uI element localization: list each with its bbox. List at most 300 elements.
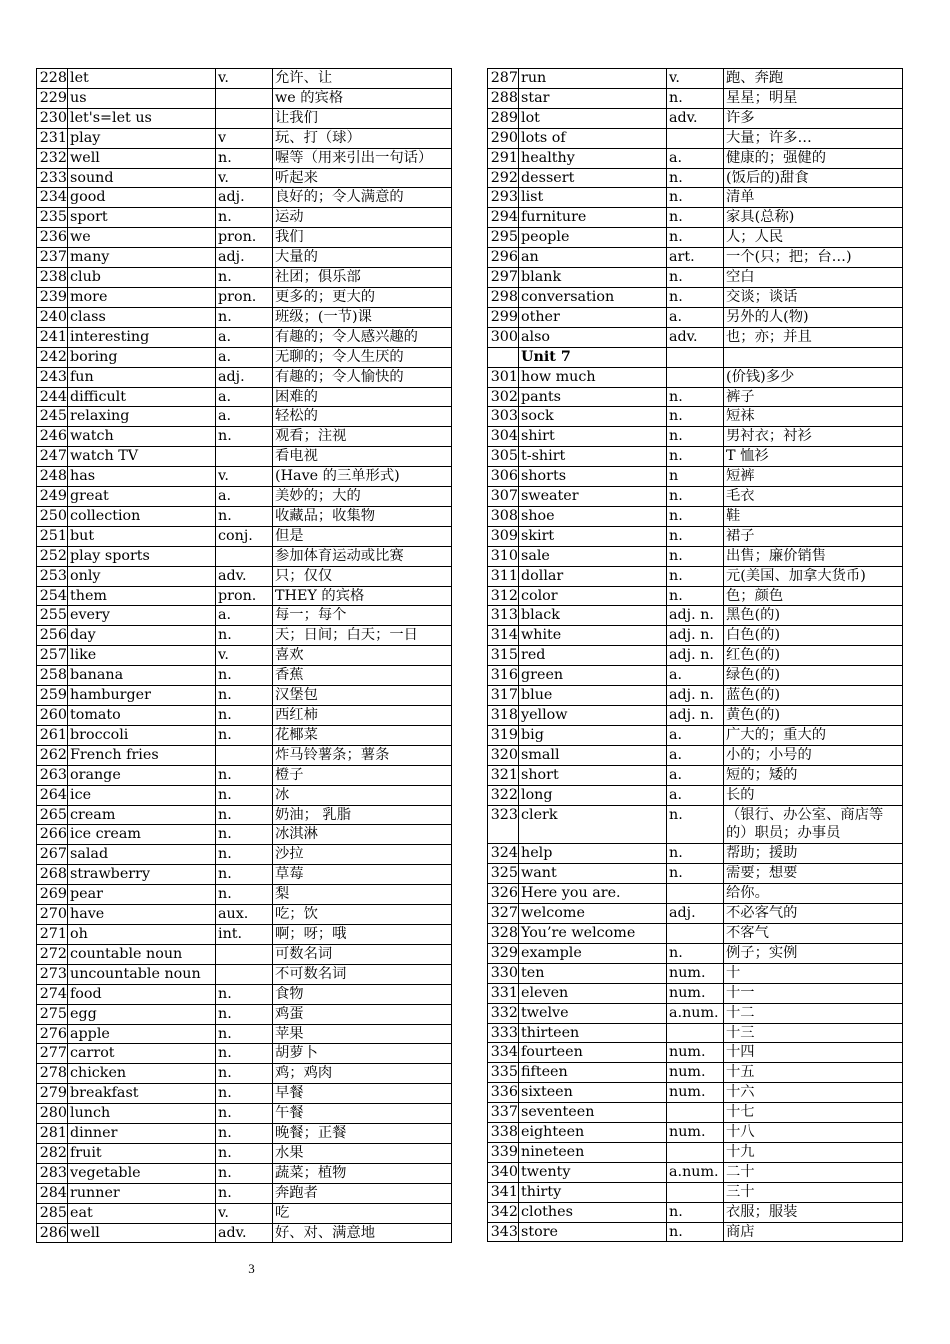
- table-row: [37, 1084, 452, 1104]
- entry-word: conversation: [519, 287, 667, 307]
- entry-word: uncountable noun: [68, 964, 216, 984]
- entry-number: 267: [37, 845, 68, 865]
- entry-word: ten: [519, 963, 667, 983]
- table-row: [488, 706, 903, 726]
- entry-part-of-speech: n.: [667, 228, 724, 248]
- entry-part-of-speech: n.: [216, 1124, 273, 1144]
- entry-word: cream: [68, 805, 216, 825]
- entry-word: broccoli: [68, 725, 216, 745]
- table-row: [488, 69, 903, 89]
- entry-number: 308: [488, 506, 519, 526]
- entry-part-of-speech: n.: [667, 447, 724, 467]
- table-row: [37, 1163, 452, 1183]
- table-row: [37, 108, 452, 128]
- entry-word: ice: [68, 785, 216, 805]
- entry-meaning: 黄色(的): [724, 706, 903, 726]
- entry-number: 258: [37, 666, 68, 686]
- table-row: [37, 944, 452, 964]
- table-row: [488, 427, 903, 447]
- entry-part-of-speech: num.: [667, 963, 724, 983]
- entry-word: countable noun: [68, 944, 216, 964]
- entry-meaning: 社团；俱乐部: [273, 268, 452, 288]
- entry-meaning: 冰淇淋: [273, 825, 452, 845]
- entry-meaning: 不可数名词: [273, 964, 452, 984]
- table-row: [37, 1064, 452, 1084]
- entry-word: want: [519, 864, 667, 884]
- table-row: [488, 1003, 903, 1023]
- table-row: [488, 864, 903, 884]
- entry-part-of-speech: v.: [216, 69, 273, 89]
- entry-part-of-speech: n.: [667, 586, 724, 606]
- table-row: [37, 1044, 452, 1064]
- entry-meaning: 让我们: [273, 108, 452, 128]
- table-row: [488, 686, 903, 706]
- entry-meaning: 有趣的；令人感兴趣的: [273, 327, 452, 347]
- entry-number: 302: [488, 387, 519, 407]
- table-row: [488, 327, 903, 347]
- entry-word: help: [519, 844, 667, 864]
- entry-number: 334: [488, 1043, 519, 1063]
- entry-number: 251: [37, 526, 68, 546]
- entry-part-of-speech: [216, 964, 273, 984]
- entry-part-of-speech: [667, 347, 724, 367]
- entry-meaning: 允许、让: [273, 69, 452, 89]
- entry-word: black: [519, 606, 667, 626]
- entry-meaning: 玩、打（球）: [273, 128, 452, 148]
- entry-word: them: [68, 586, 216, 606]
- entry-word: strawberry: [68, 865, 216, 885]
- entry-word: people: [519, 228, 667, 248]
- entry-number: 314: [488, 626, 519, 646]
- entry-number: 299: [488, 307, 519, 327]
- entry-meaning: 奶油； 乳脂: [273, 805, 452, 825]
- entry-part-of-speech: a.: [667, 666, 724, 686]
- entry-part-of-speech: n.: [667, 864, 724, 884]
- entry-number: 342: [488, 1202, 519, 1222]
- table-row: [488, 307, 903, 327]
- table-row: [488, 725, 903, 745]
- entry-part-of-speech: num.: [667, 1063, 724, 1083]
- entry-part-of-speech: n.: [216, 626, 273, 646]
- entry-meaning: 十一: [724, 983, 903, 1003]
- entry-word: we: [68, 228, 216, 248]
- entry-meaning: 冰: [273, 785, 452, 805]
- entry-part-of-speech: v.: [216, 467, 273, 487]
- entry-meaning: we 的宾格: [273, 88, 452, 108]
- page-number: 3: [248, 1261, 255, 1276]
- entry-part-of-speech: adv.: [667, 327, 724, 347]
- entry-number: 228: [37, 69, 68, 89]
- entry-part-of-speech: a.: [667, 725, 724, 745]
- entry-meaning: (Have 的三单形式): [273, 467, 452, 487]
- table-row: [37, 307, 452, 327]
- entry-word: Unit 7: [519, 347, 667, 367]
- entry-word: let: [68, 69, 216, 89]
- entry-part-of-speech: n.: [216, 1183, 273, 1203]
- entry-meaning: 汉堡包: [273, 686, 452, 706]
- entry-number: 282: [37, 1143, 68, 1163]
- entry-meaning: 啊；呀；哦: [273, 924, 452, 944]
- table-row: [488, 387, 903, 407]
- entry-meaning: [724, 347, 903, 367]
- entry-meaning: 但是: [273, 526, 452, 546]
- entry-part-of-speech: n.: [216, 1143, 273, 1163]
- entry-number: 242: [37, 347, 68, 367]
- entry-meaning: 帮助；援助: [724, 844, 903, 864]
- entry-part-of-speech: n.: [667, 1202, 724, 1222]
- entry-meaning: 困难的: [273, 387, 452, 407]
- entry-word: collection: [68, 506, 216, 526]
- table-row: [37, 626, 452, 646]
- entry-number: 303: [488, 407, 519, 427]
- entry-meaning: 短裤: [724, 467, 903, 487]
- entry-word: oh: [68, 924, 216, 944]
- entry-meaning: 短袜: [724, 407, 903, 427]
- entry-number: 311: [488, 566, 519, 586]
- entry-number: 307: [488, 487, 519, 507]
- entry-part-of-speech: aux.: [216, 905, 273, 925]
- entry-number: 287: [488, 69, 519, 89]
- entry-part-of-speech: n.: [216, 208, 273, 228]
- entry-part-of-speech: adj.: [216, 367, 273, 387]
- entry-meaning: 短的；矮的: [724, 765, 903, 785]
- entry-number: 249: [37, 487, 68, 507]
- table-row: [488, 148, 903, 168]
- entry-part-of-speech: adv.: [216, 1223, 273, 1243]
- table-row: [488, 108, 903, 128]
- entry-meaning: (饭后的)甜食: [724, 168, 903, 188]
- entry-meaning: 例子；实例: [724, 943, 903, 963]
- entry-part-of-speech: [216, 88, 273, 108]
- entry-word: Here you are.: [519, 884, 667, 904]
- entry-word: sock: [519, 407, 667, 427]
- entry-number: 273: [37, 964, 68, 984]
- table-row: [37, 885, 452, 905]
- table-row: [488, 1123, 903, 1143]
- entry-part-of-speech: adj.: [667, 904, 724, 924]
- entry-part-of-speech: n.: [667, 566, 724, 586]
- entry-word: eighteen: [519, 1123, 667, 1143]
- entry-word: dollar: [519, 566, 667, 586]
- table-row: [37, 546, 452, 566]
- entry-number: 283: [37, 1163, 68, 1183]
- entry-part-of-speech: [216, 745, 273, 765]
- entry-number: 286: [37, 1223, 68, 1243]
- table-row: [488, 1182, 903, 1202]
- entry-word: welcome: [519, 904, 667, 924]
- entry-word: salad: [68, 845, 216, 865]
- entry-part-of-speech: pron.: [216, 228, 273, 248]
- table-row: [488, 904, 903, 924]
- table-row: [37, 825, 452, 845]
- entry-word: t-shirt: [519, 447, 667, 467]
- entry-word: egg: [68, 1004, 216, 1024]
- table-row: [488, 1162, 903, 1182]
- entry-part-of-speech: a.: [216, 606, 273, 626]
- entry-number: 265: [37, 805, 68, 825]
- entry-word: shorts: [519, 467, 667, 487]
- table-row: [488, 287, 903, 307]
- entry-part-of-speech: a.: [667, 785, 724, 805]
- entry-part-of-speech: n.: [216, 785, 273, 805]
- entry-meaning: 十二: [724, 1003, 903, 1023]
- entry-number: 238: [37, 268, 68, 288]
- table-row: [37, 964, 452, 984]
- entry-word: every: [68, 606, 216, 626]
- table-row: [488, 1222, 903, 1242]
- entry-number: 285: [37, 1203, 68, 1223]
- table-row: [37, 407, 452, 427]
- entry-word: color: [519, 586, 667, 606]
- entry-number: 343: [488, 1222, 519, 1242]
- entry-number: 262: [37, 745, 68, 765]
- entry-number: 253: [37, 566, 68, 586]
- entry-meaning: 红色(的): [724, 646, 903, 666]
- table-row: [488, 168, 903, 188]
- entry-meaning: 十四: [724, 1043, 903, 1063]
- entry-part-of-speech: num.: [667, 1043, 724, 1063]
- entry-part-of-speech: [216, 447, 273, 467]
- entry-meaning: 每一；每个: [273, 606, 452, 626]
- entry-word: red: [519, 646, 667, 666]
- entry-number: 236: [37, 228, 68, 248]
- entry-part-of-speech: num.: [667, 1083, 724, 1103]
- entry-word: also: [519, 327, 667, 347]
- table-row: [488, 745, 903, 765]
- entry-meaning: 草莓: [273, 865, 452, 885]
- entry-part-of-speech: n.: [216, 307, 273, 327]
- entry-part-of-speech: n.: [667, 805, 724, 844]
- entry-number: 312: [488, 586, 519, 606]
- entry-word: shoe: [519, 506, 667, 526]
- entry-part-of-speech: [667, 923, 724, 943]
- table-row: [37, 327, 452, 347]
- table-row: [488, 963, 903, 983]
- entry-meaning: 给你。: [724, 884, 903, 904]
- table-row: [488, 526, 903, 546]
- entry-part-of-speech: [667, 1023, 724, 1043]
- entry-meaning: T 恤衫: [724, 447, 903, 467]
- table-row: [37, 606, 452, 626]
- table-row: [37, 248, 452, 268]
- entry-number: 297: [488, 268, 519, 288]
- entry-word: blank: [519, 268, 667, 288]
- entry-meaning: 小的；小号的: [724, 745, 903, 765]
- entry-word: boring: [68, 347, 216, 367]
- entry-number: 315: [488, 646, 519, 666]
- entry-meaning: 三十: [724, 1182, 903, 1202]
- entry-number: 327: [488, 904, 519, 924]
- entry-number: 270: [37, 905, 68, 925]
- entry-word: thirteen: [519, 1023, 667, 1043]
- entry-word: fruit: [68, 1143, 216, 1163]
- entry-number: 295: [488, 228, 519, 248]
- table-row: [488, 884, 903, 904]
- entry-meaning: 白色(的): [724, 626, 903, 646]
- entry-part-of-speech: a.: [667, 745, 724, 765]
- table-row: [37, 88, 452, 108]
- entry-number: 277: [37, 1044, 68, 1064]
- entry-number: 294: [488, 208, 519, 228]
- entry-meaning: 广大的；重大的: [724, 725, 903, 745]
- entry-number: 326: [488, 884, 519, 904]
- entry-meaning: 蔬菜；植物: [273, 1163, 452, 1183]
- entry-number: 300: [488, 327, 519, 347]
- vocabulary-table-right: [487, 68, 903, 1242]
- entry-meaning: 可数名词: [273, 944, 452, 964]
- table-row: [37, 706, 452, 726]
- entry-number: 231: [37, 128, 68, 148]
- entry-number: 323: [488, 805, 519, 844]
- table-row: [37, 1004, 452, 1024]
- entry-word: sixteen: [519, 1083, 667, 1103]
- table-row: [37, 1124, 452, 1144]
- table-row: [37, 1143, 452, 1163]
- entry-meaning: 大量的: [273, 248, 452, 268]
- entry-part-of-speech: conj.: [216, 526, 273, 546]
- entry-word: small: [519, 745, 667, 765]
- entry-number: 304: [488, 427, 519, 447]
- entry-part-of-speech: n.: [216, 148, 273, 168]
- entry-number: 229: [37, 88, 68, 108]
- entry-word: well: [68, 148, 216, 168]
- table-row: [37, 208, 452, 228]
- table-row: [37, 1024, 452, 1044]
- table-row: [37, 387, 452, 407]
- entry-meaning: 十五: [724, 1063, 903, 1083]
- entry-number: 239: [37, 287, 68, 307]
- entry-part-of-speech: adj.: [216, 188, 273, 208]
- entry-part-of-speech: n.: [216, 1104, 273, 1124]
- entry-meaning: 星星；明星: [724, 88, 903, 108]
- entry-number: 280: [37, 1104, 68, 1124]
- entry-number: 233: [37, 168, 68, 188]
- entry-part-of-speech: [667, 884, 724, 904]
- entry-word: good: [68, 188, 216, 208]
- entry-part-of-speech: a.: [216, 487, 273, 507]
- entry-meaning: 十八: [724, 1123, 903, 1143]
- entry-meaning: 运动: [273, 208, 452, 228]
- entry-word: list: [519, 188, 667, 208]
- entry-part-of-speech: a.: [216, 347, 273, 367]
- entry-meaning: 喔等（用来引出一句话）: [273, 148, 452, 168]
- entry-meaning: 家具(总称): [724, 208, 903, 228]
- table-row: [37, 467, 452, 487]
- entry-meaning: 男衬衣；衬衫: [724, 427, 903, 447]
- entry-part-of-speech: v.: [667, 69, 724, 89]
- entry-number: 338: [488, 1123, 519, 1143]
- entry-word: have: [68, 905, 216, 925]
- entry-meaning: 二十: [724, 1162, 903, 1182]
- entry-word: let's=let us: [68, 108, 216, 128]
- entry-word: chicken: [68, 1064, 216, 1084]
- entry-part-of-speech: n.: [667, 268, 724, 288]
- entry-part-of-speech: n.: [667, 287, 724, 307]
- entry-word: lot: [519, 108, 667, 128]
- entry-meaning: 出售；廉价销售: [724, 546, 903, 566]
- entry-number: 232: [37, 148, 68, 168]
- entry-number: 279: [37, 1084, 68, 1104]
- table-row: [488, 88, 903, 108]
- table-row: [488, 586, 903, 606]
- entry-part-of-speech: num.: [667, 1123, 724, 1143]
- entry-part-of-speech: int.: [216, 924, 273, 944]
- entry-meaning: 一个(只；把；台…): [724, 248, 903, 268]
- table-row: [37, 765, 452, 785]
- table-row: [488, 626, 903, 646]
- entry-number: 305: [488, 447, 519, 467]
- entry-part-of-speech: adj.: [216, 248, 273, 268]
- entry-word: class: [68, 307, 216, 327]
- table-row: [488, 646, 903, 666]
- entry-meaning: 观看；注视: [273, 427, 452, 447]
- entry-meaning: (价钱)多少: [724, 367, 903, 387]
- entry-number: 245: [37, 407, 68, 427]
- entry-number: 298: [488, 287, 519, 307]
- table-row: [488, 566, 903, 586]
- entry-part-of-speech: n.: [667, 1222, 724, 1242]
- entry-word: seventeen: [519, 1103, 667, 1123]
- entry-meaning: 十七: [724, 1103, 903, 1123]
- entry-number: 234: [37, 188, 68, 208]
- entry-word: pants: [519, 387, 667, 407]
- table-row: [37, 865, 452, 885]
- entry-part-of-speech: a.: [667, 765, 724, 785]
- entry-part-of-speech: n.: [216, 427, 273, 447]
- entry-number: 324: [488, 844, 519, 864]
- entry-meaning: 西红柿: [273, 706, 452, 726]
- entry-word: big: [519, 725, 667, 745]
- entry-part-of-speech: n.: [216, 765, 273, 785]
- entry-part-of-speech: [667, 128, 724, 148]
- entry-meaning: 无聊的；令人生厌的: [273, 347, 452, 367]
- entry-word: shirt: [519, 427, 667, 447]
- table-row: [37, 924, 452, 944]
- table-row: [37, 487, 452, 507]
- entry-part-of-speech: [667, 1182, 724, 1202]
- table-row: [37, 785, 452, 805]
- entry-part-of-speech: [667, 1142, 724, 1162]
- entry-meaning: 沙拉: [273, 845, 452, 865]
- entry-word: how much: [519, 367, 667, 387]
- entry-meaning: 听起来: [273, 168, 452, 188]
- entry-meaning: 裙子: [724, 526, 903, 546]
- table-row: [37, 287, 452, 307]
- entry-meaning: 班级；(一节)课: [273, 307, 452, 327]
- entry-number: 248: [37, 467, 68, 487]
- entry-word: store: [519, 1222, 667, 1242]
- entry-word: lots of: [519, 128, 667, 148]
- entry-meaning: 不必客气的: [724, 904, 903, 924]
- table-row: [488, 268, 903, 288]
- entry-number: 264: [37, 785, 68, 805]
- entry-word: banana: [68, 666, 216, 686]
- entry-meaning: 鸡；鸡肉: [273, 1064, 452, 1084]
- entry-word: run: [519, 69, 667, 89]
- entry-part-of-speech: adj. n.: [667, 646, 724, 666]
- entry-word: sound: [68, 168, 216, 188]
- entry-word: vegetable: [68, 1163, 216, 1183]
- entry-word: but: [68, 526, 216, 546]
- entry-number: 325: [488, 864, 519, 884]
- entry-meaning: 人；人民: [724, 228, 903, 248]
- entry-number: 257: [37, 646, 68, 666]
- entry-word: fourteen: [519, 1043, 667, 1063]
- entry-meaning: 花椰菜: [273, 725, 452, 745]
- entry-word: club: [68, 268, 216, 288]
- entry-meaning: 交谈；谈话: [724, 287, 903, 307]
- entry-part-of-speech: n.: [216, 1084, 273, 1104]
